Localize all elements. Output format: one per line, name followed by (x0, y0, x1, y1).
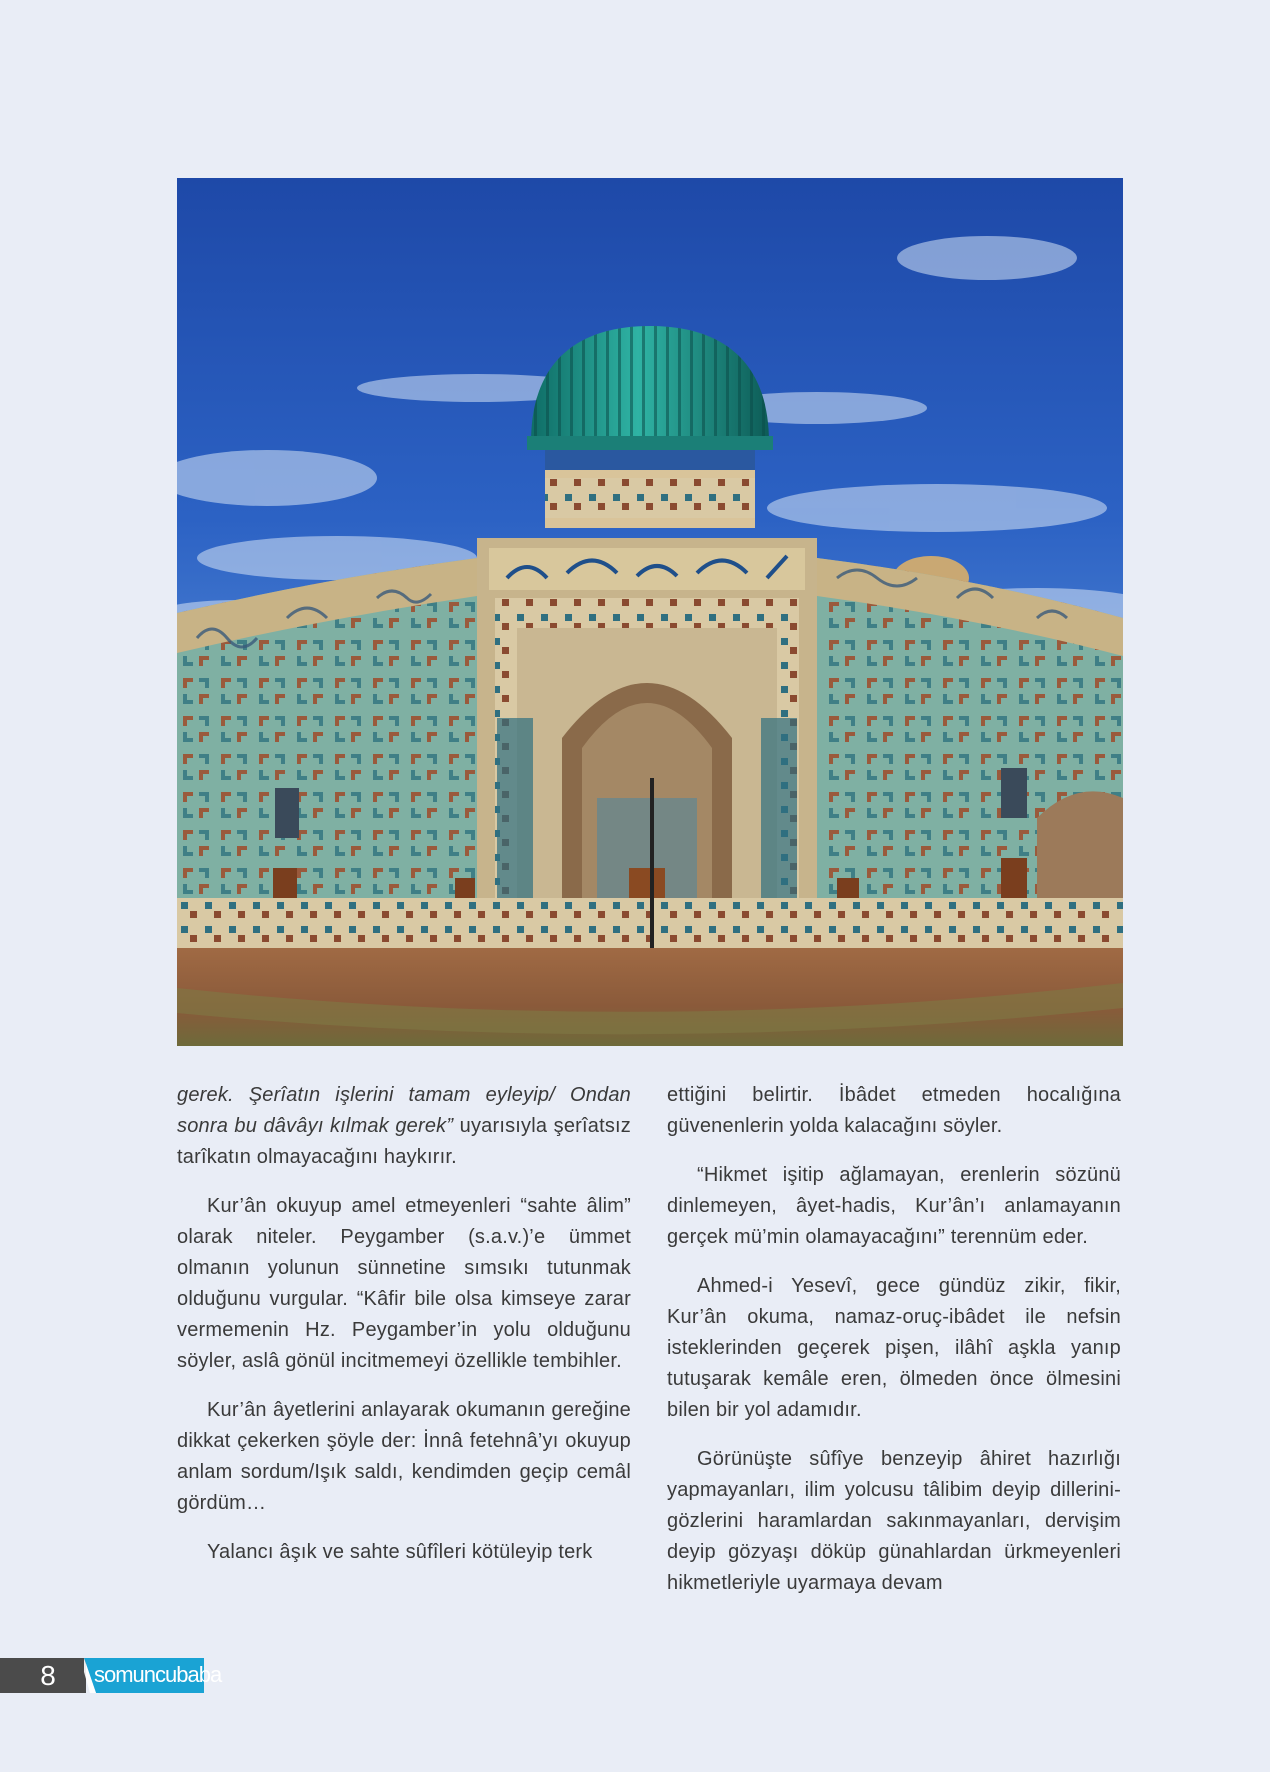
lamp-post (650, 778, 654, 973)
left-paragraph-3: Kur’ân âyetlerini anlayarak okumanın gereğine dikkat çekerken şöyle der: İnnâ fetehnâ’yı okuyup anlam sordum/Işık saldı, kendimden geçip cemâl gördüm… (177, 1399, 631, 1514)
dome (527, 326, 773, 528)
left-paragraph-4: Yalancı âşık ve sahte sûfîleri kötüleyip terk (207, 1541, 593, 1563)
left-paragraph-1-quote: gerek. Şerîatın işlerini tamam eyleyip/ Ondan sonra bu dâvâyı kılmak gerek” (177, 1084, 631, 1137)
right-column (667, 1080, 1121, 1617)
left-column (177, 1080, 631, 1586)
right-paragraph-4: Görünüşte sûfîye benzeyip âhiret hazırlığı yapmayanları, ilim yolcusu tâlibim deyip dillerini-gözlerini haramlardan sakınmayanları, dervişim deyip gözyaşı döküp günahlardan ürkmeyenleri hikmetleriyle uyarmaya devam (667, 1448, 1121, 1594)
left-paragraph-1 (177, 1080, 631, 1173)
left-paragraph-2: Kur’ân okuyup amel etmeyenleri “sahte âlim” olarak niteler. Peygamber (s.a.v.)’e ümmet olmanın yolunun sünnetine sımsıkı tutunmak olduğunu vurgular. “Kâfir bile olsa kimseye zarar vermemenin Hz. Peygamber’in yolu olduğunu söyler, aslâ gönül incitmemeyi özellikle tembihler. (177, 1195, 631, 1372)
right-paragraph-3: Ahmed-i Yesevî, gece gündüz zikir, fikir, Kur’ân okuma, namaz-oruç-ibâdet ile nefsin isteklerinden geçerek pişen, ilâhî aşkla yanıp tutuşarak kemâle eren, ölmeden önce ölmesini bilen bir yol adamıdır. (667, 1275, 1121, 1421)
page-number: 8 (40, 1660, 56, 1691)
mausoleum-photo (177, 178, 1123, 1046)
portal (477, 538, 817, 958)
brand-logo-text: somuncubaba (94, 1662, 222, 1687)
right-paragraph-1: ettiğini belirtir. İbâdet etmeden hocalığına güvenenlerin yolda kalacağını söyler. (667, 1084, 1121, 1137)
right-paragraph-2: “Hikmet işitip ağlamayan, erenlerin sözünü dinlemeyen, âyet-hadis, Kur’ân’ı anlamayanın gerçek mü’min olamayacağını” terennüm eder. (667, 1164, 1121, 1248)
left-paragraph-1-rest: uyarısıyla şerîatsız tarîkatın olmayacağını haykırır. (177, 1115, 631, 1168)
article-body (177, 1080, 1123, 1610)
